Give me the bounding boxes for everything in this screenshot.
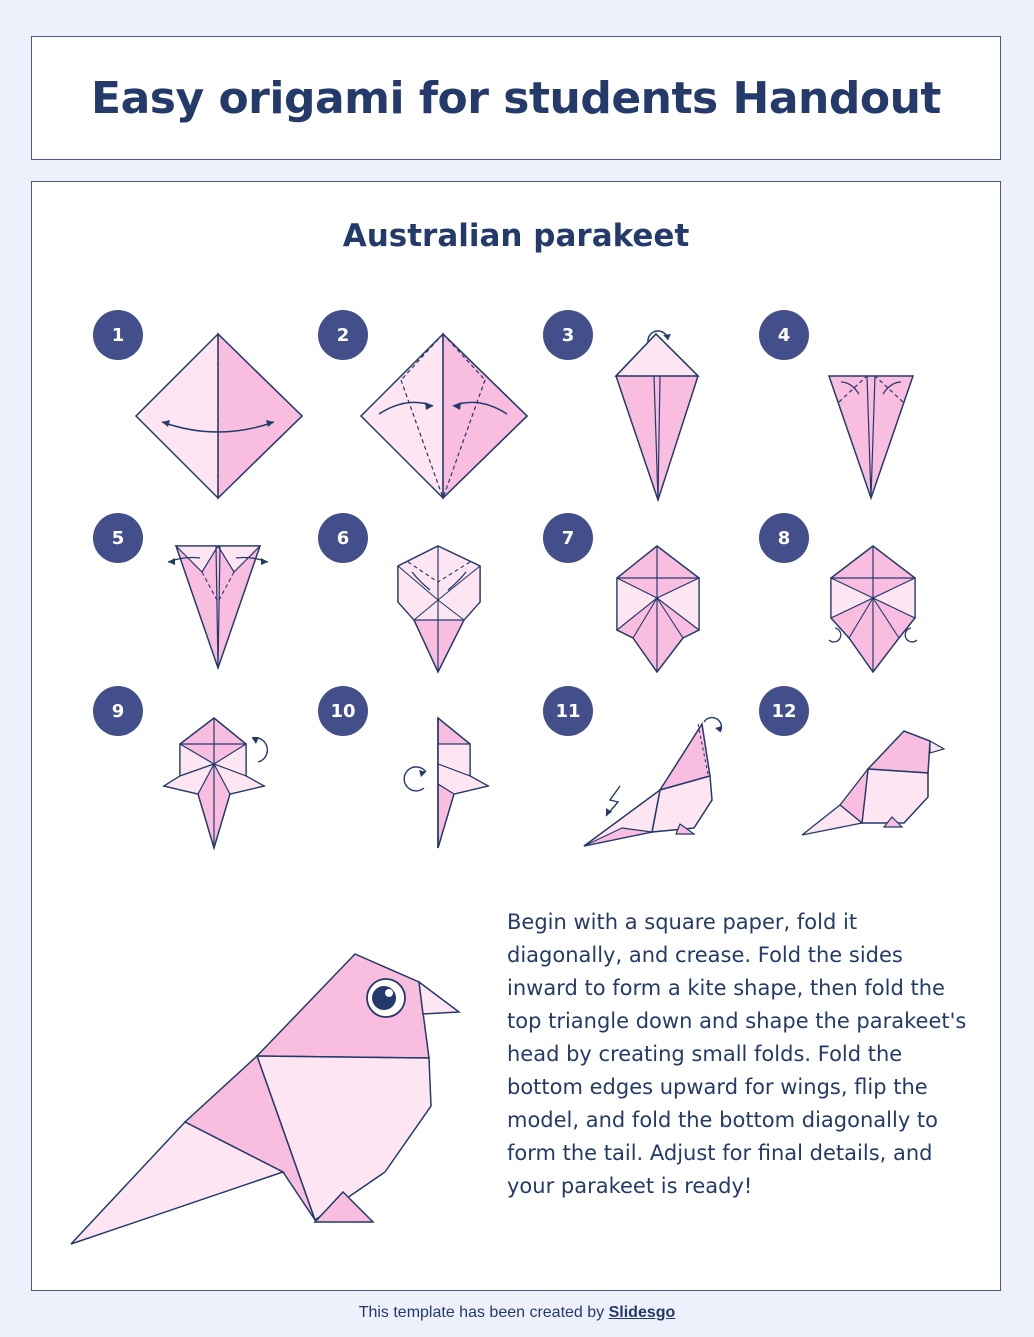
parakeet-illustration [67,942,467,1252]
step-7-diagram [613,542,703,677]
step-number-5: 5 [93,513,143,563]
step-6-diagram [394,542,484,677]
slidesgo-link[interactable]: Slidesgo [608,1304,676,1321]
step-number-9: 9 [93,686,143,736]
step-4-diagram [827,372,917,502]
step-number-12: 12 [759,686,809,736]
title-banner [31,36,1001,160]
step-2-diagram [357,330,532,502]
step-12-diagram [800,727,950,842]
footer [0,1304,1034,1322]
page-title: Easy origami for students Handout [91,72,941,124]
step-5-diagram [162,542,287,672]
step-number-4: 4 [759,310,809,360]
footer-text: This template has been created by [358,1304,609,1321]
step-number-7: 7 [543,513,593,563]
step-number-1: 1 [93,310,143,360]
step-8-diagram [827,542,922,677]
step-number-8: 8 [759,513,809,563]
step-number-2: 2 [318,310,368,360]
step-number-10: 10 [318,686,368,736]
step-9-diagram [160,714,275,849]
step-number-6: 6 [318,513,368,563]
step-3-diagram [608,320,708,505]
instructions-text: Begin with a square paper, fold it diagonally, and crease. Fold the sides inward to form a kite shape, then fold the top triangle down and shape the parakeet's head by creating small folds. Fold the bottom edges upward for wings, flip the model, and fold the bottom diagonally to form the tail. Adjust for final details, and your parakeet is ready! [507,910,967,1198]
step-10-diagram [392,714,497,849]
step-number-11: 11 [543,686,593,736]
main-panel [31,181,1001,1291]
step-1-diagram [132,330,307,502]
section-title: Australian parakeet [342,218,690,254]
step-number-3: 3 [543,310,593,360]
step-11-diagram [582,714,732,854]
